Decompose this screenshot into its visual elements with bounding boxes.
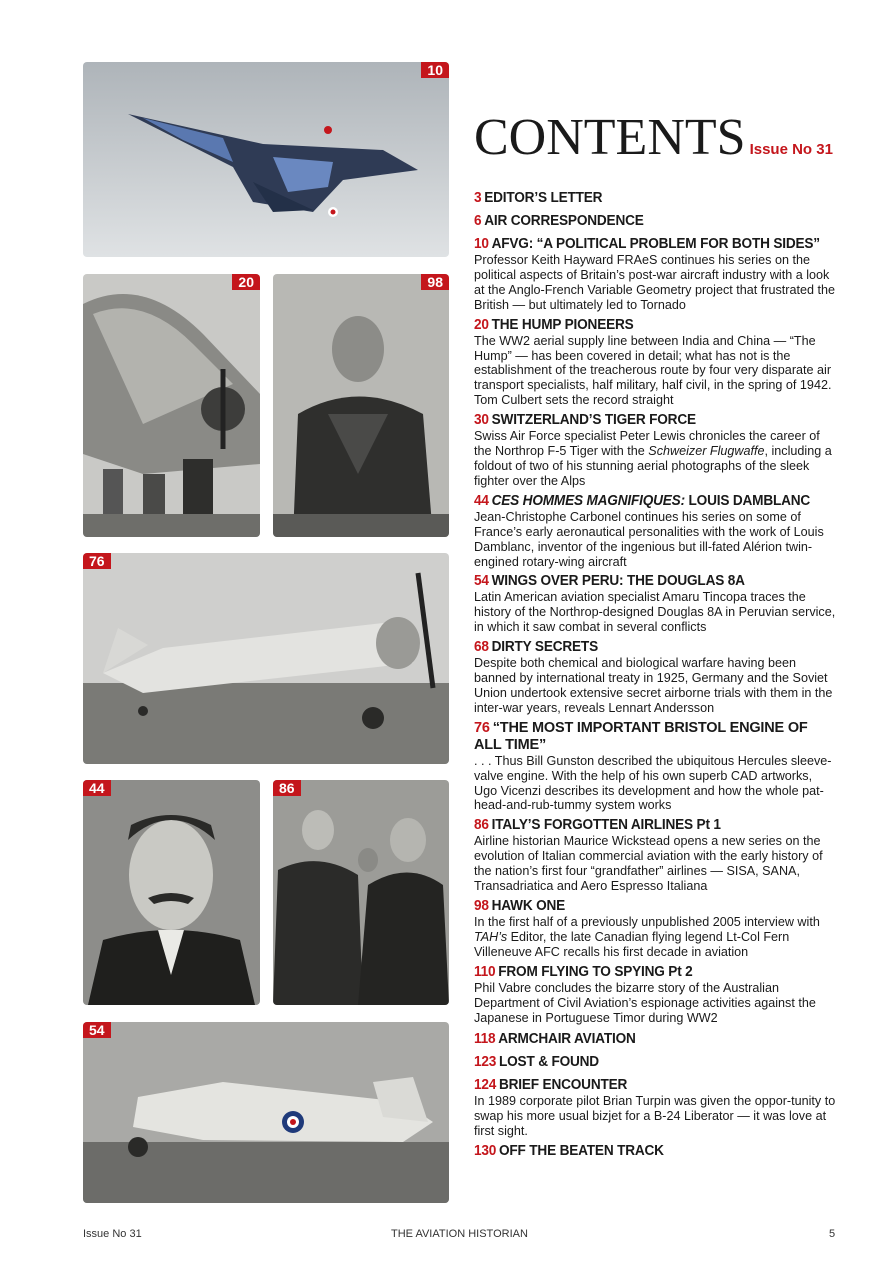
- contents-entry[interactable]: [474, 236, 838, 313]
- entry-description: [474, 429, 838, 489]
- entry-description: Professor Keith Hayward FRAeS continues his series on the political aspects of Britain’s post-war aircraft industry with a look at the Anglo-French Variable Geometry project that frustrated the British — but ultimately led to Tornado: [474, 253, 835, 312]
- entry-title: HAWK ONE: [491, 898, 566, 914]
- photo-g-afbt: [83, 553, 449, 764]
- entry-page: 130: [474, 1143, 497, 1160]
- entry-title: SWITZERLAND’S TIGER FORCE: [491, 412, 696, 429]
- desc-text: In the first half of a previously unpublished 2005 interview with: [474, 915, 820, 929]
- contents-header: [474, 108, 844, 167]
- entry-title-italic: CES HOMMES MAGNIFIQUES:: [491, 492, 685, 509]
- page-badge: 76: [83, 553, 111, 569]
- desc-text: , including a foldout of two of his stunning aerial photographs of the sleek fighter over the Alps: [474, 444, 832, 488]
- contents-entry[interactable]: [474, 817, 838, 894]
- contents-entry[interactable]: [474, 1143, 838, 1160]
- entry-title: ARMCHAIR AVIATION: [498, 1031, 636, 1048]
- page-badge: 20: [232, 274, 260, 290]
- page-title: CONTENTS: [474, 109, 746, 166]
- entry-description: In 1989 corporate pilot Brian Turpin was given the oppor-tunity to swap his more usual bizjet for a B-24 Liberator — it was love at first sight.: [474, 1094, 836, 1139]
- entry-page: 44: [474, 492, 489, 509]
- entry-description: Jean-Christophe Carbonel continues his series on some of France’s early aeronautical personalities with the work of Louis Damblanc, inventor of the ingenious but ill-fated Alérion twin-engined rotary-wing aircraft: [474, 509, 824, 569]
- entry-page: 6: [474, 213, 482, 229]
- photo-hawk-one-pilot: [273, 274, 449, 537]
- contents-list: [474, 190, 838, 1164]
- contents-entry[interactable]: [474, 213, 838, 230]
- page-badge: 10: [421, 62, 449, 78]
- entry-page: 124: [474, 1077, 497, 1094]
- entry-title: DIRTY SECRETS: [491, 639, 598, 656]
- entry-description: [474, 915, 838, 960]
- contents-entry[interactable]: [474, 1031, 838, 1048]
- entry-description: Airline historian Maurice Wickstead opens a new series on the evolution of Italian commercial aviation with the early history of the nation’s first four “grandfather” airlines — SISA, SANA, Transadriatica and Aero Espresso Italiana: [474, 834, 823, 894]
- entry-page: 98: [474, 898, 489, 914]
- entry-page: 3: [474, 190, 482, 206]
- entry-page: 68: [474, 639, 489, 656]
- contents-entry[interactable]: [474, 190, 838, 207]
- entry-page: 30: [474, 412, 489, 429]
- entry-page: 10: [474, 236, 489, 252]
- photo-damblanc-portrait: [83, 780, 260, 1005]
- page-badge: 98: [421, 274, 449, 290]
- contents-entry[interactable]: [474, 493, 838, 570]
- entry-title: AFVG: “A POLITICAL PROBLEM FOR BOTH SIDES”: [491, 236, 820, 252]
- entry-title: LOUIS DAMBLANC: [684, 492, 811, 509]
- contents-entry[interactable]: [474, 573, 838, 635]
- desc-text: Editor, the late Canadian flying legend Lt-Col Fern Villeneuve AFC recalls his first decade in aviation: [474, 929, 790, 959]
- contents-entry[interactable]: [474, 639, 838, 716]
- desc-text: Swiss Air Force specialist Peter Lewis chronicles the career of the Northrop F-5 Tiger with the: [474, 429, 820, 459]
- entry-page: 20: [474, 316, 489, 333]
- issue-number: Issue No 31: [749, 141, 833, 158]
- entry-page: 86: [474, 817, 489, 834]
- page-badge: 86: [273, 780, 301, 796]
- entry-title: “THE MOST IMPORTANT BRISTOL ENGINE OF ALL TIME”: [474, 719, 808, 753]
- photo-airmen: [273, 780, 449, 1005]
- entry-page: 54: [474, 573, 489, 590]
- photo-afvg-jet: [83, 62, 449, 257]
- entry-page: 118: [474, 1031, 496, 1048]
- page-badge: 54: [83, 1022, 111, 1038]
- entry-title: WINGS OVER PERU: THE DOUGLAS 8A: [491, 573, 745, 590]
- entry-title: BRIEF ENCOUNTER: [498, 1077, 628, 1094]
- entry-title: LOST & FOUND: [498, 1054, 599, 1071]
- photo-douglas-8a: [83, 1022, 449, 1203]
- entry-title: ITALY’S FORGOTTEN AIRLINES Pt 1: [491, 817, 721, 834]
- entry-description: Phil Vabre concludes the bizarre story of the Australian Department of Civil Aviation’s espionage activities against the Japanese in Portuguese Timor during WW2: [474, 980, 816, 1025]
- footer-issue: Issue No 31: [83, 1228, 142, 1240]
- desc-italic: Schweizer Flugwaffe: [648, 444, 765, 459]
- contents-entry[interactable]: [474, 412, 838, 489]
- footer-publication: THE AVIATION HISTORIAN: [391, 1228, 528, 1240]
- contents-entry[interactable]: [474, 898, 838, 960]
- page-badge: 44: [83, 780, 111, 796]
- contents-entry[interactable]: [474, 964, 838, 1026]
- entry-title: THE HUMP PIONEERS: [491, 316, 634, 333]
- entry-title: EDITOR’S LETTER: [484, 190, 603, 206]
- entry-page: 76: [474, 719, 490, 736]
- contents-entry[interactable]: [474, 720, 838, 814]
- entry-page: 110: [474, 963, 496, 980]
- entry-description: Latin American aviation specialist Amaru Tincopa traces the history of the Northrop-designed Douglas 8A in Peruvian service, in which it saw combat in several conflicts: [474, 590, 836, 635]
- entry-title: AIR CORRESPONDENCE: [484, 213, 644, 229]
- entry-title: OFF THE BEATEN TRACK: [498, 1143, 664, 1160]
- contents-entry[interactable]: [474, 1054, 838, 1071]
- contents-entry[interactable]: [474, 1077, 838, 1139]
- entry-description: . . . Thus Bill Gunston described the ubiquitous Hercules sleeve-valve engine. With the help of his own superb CAD artworks, Ugo Vicenzi describes its development and how the whole pat-head-and-rub-tummy system works: [474, 753, 832, 813]
- contents-entry[interactable]: [474, 317, 838, 409]
- photo-hump-transport: [83, 274, 260, 537]
- entry-description: The WW2 aerial supply line between India and China — “The Hump” — has been covered in detail; what has not is the establishment of the treacherous route by four very disparate air transport specialists, half military, half civil, in the spring of 1942. Tom Culbert sets the record straight: [474, 333, 832, 408]
- desc-italic: TAH’s: [474, 929, 508, 944]
- entry-title: FROM FLYING TO SPYING Pt 2: [498, 963, 693, 980]
- footer-page-number: 5: [829, 1228, 836, 1240]
- entry-description: Despite both chemical and biological warfare having been banned by international treaty in 1925, Germany and the Soviet Union undertook extensive secret airborne trials with them in the inter-war years, reveals Lennart Andersson: [474, 656, 833, 715]
- entry-page: 123: [474, 1054, 497, 1071]
